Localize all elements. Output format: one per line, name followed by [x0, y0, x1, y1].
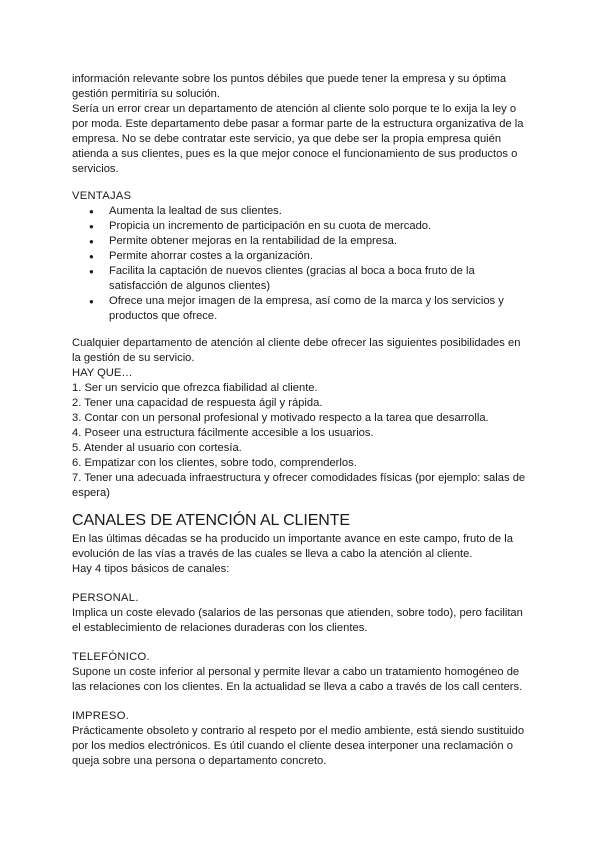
list-item: ● Aumenta la lealtad de sus clientes. [109, 204, 532, 219]
list-item: ● Permite ahorrar costes a la organización. [109, 249, 532, 264]
impreso-text: Prácticamente obsoleto y contrario al respeto por el medio ambiente, está siendo sustituido por los medios electrónicos. Es útil cuando el cliente desea interponer una reclamación o queja sobre una persona o departamento concreto. [72, 725, 525, 767]
intro-paragraph: Sería un error crear un departamento de atención al cliente solo porque te lo exija la ley o por moda. Este departamento debe pasar a formar parte de la estructura organizativa de la empresa. No se debe contratar este servicio, ya que debe ser la propia empresa quién atienda a sus clientes, pues es la que mejor conoce el funcionamiento de sus productos o servicios. [72, 103, 524, 175]
section-heading: CANALES DE ATENCIÓN AL CLIENTE [72, 512, 350, 529]
list-item: ● Facilita la captación de nuevos clientes (gracias al boca a boca fruto de la satisfacción de algunos clientes) [109, 264, 532, 294]
posibilidades-intro: Cualquier departamento de atención al cliente debe ofrecer las siguientes posibilidades en la gestión de su servicio. [72, 337, 521, 364]
ventajas-list [72, 204, 532, 324]
personal-title: PERSONAL. [72, 592, 139, 604]
hay-que-label: HAY QUE… [72, 367, 133, 379]
list-item: ● Ofrece una mejor imagen de la empresa, así como de la marca y los servicios y productos que ofrece. [109, 294, 532, 324]
list-item: 6. Empatizar con los clientes, sobre todo, comprenderlos. [72, 457, 357, 469]
list-item: 5. Atender al usuario con cortesía. [72, 442, 242, 454]
list-item: 3. Contar con un personal profesional y motivado respecto a la tarea que desarrolla. [72, 412, 489, 424]
list-item: ● Propicia un incremento de participación en su cuota de mercado. [109, 219, 532, 234]
list-item: 4. Poseer una estructura fácilmente accesible a los usuarios. [72, 427, 374, 439]
impreso-title: IMPRESO. [72, 710, 130, 722]
list-item: 7. Tener una adecuada infraestructura y ofrecer comodidades físicas (por ejemplo: salas de espera) [72, 472, 526, 499]
telefonico-title: TELEFÓNICO. [72, 651, 150, 663]
canales-count: Hay 4 tipos básicos de canales: [72, 563, 230, 575]
intro-paragraph-continued: información relevante sobre los puntos débiles que puede tener la empresa y su óptima gestión permitiría su solución. [72, 73, 507, 100]
posibilidades-list [72, 381, 532, 501]
list-item: 2. Tener una capacidad de respuesta ágil y rápida. [72, 397, 323, 409]
list-item: 1. Ser un servicio que ofrezca fiabilidad al cliente. [72, 382, 318, 394]
list-item: ● Permite obtener mejoras en la rentabilidad de la empresa. [109, 234, 532, 249]
document-page [72, 72, 532, 769]
ventajas-title: VENTAJAS [72, 190, 132, 202]
canales-intro: En las últimas décadas se ha producido un importante avance en este campo, fruto de la evolución de las vías a través de las cuales se lleva a cabo la atención al cliente. [72, 533, 513, 560]
telefonico-text: Supone un coste inferior al personal y permite llevar a cabo un tratamiento homogéneo de las relaciones con los clientes. En la actualidad se lleva a cabo a través de los call centers. [72, 666, 523, 693]
personal-text: Implica un coste elevado (salarios de las personas que atienden, sobre todo), pero facilitan el establecimiento de relaciones duraderas con los clientes. [72, 607, 523, 634]
